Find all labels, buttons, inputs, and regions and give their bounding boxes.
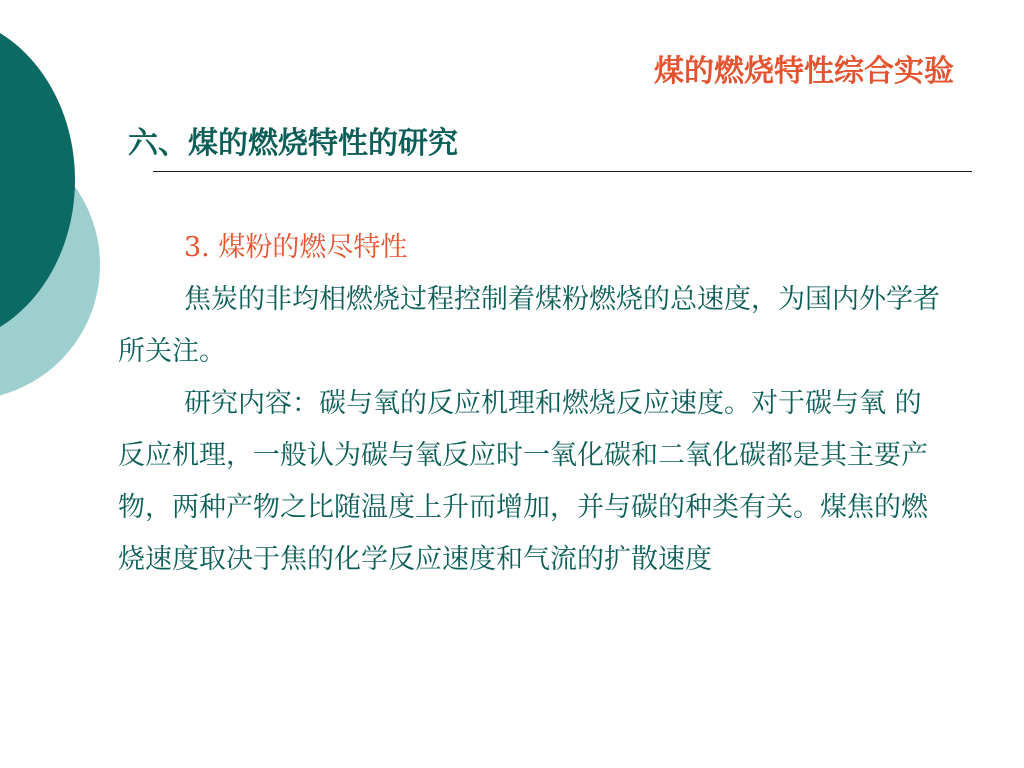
section-heading: 六、煤的燃烧特性的研究 xyxy=(128,126,458,161)
body-paragraph-1: 焦炭的非均相燃烧过程控制着煤粉燃烧的总速度，为国内外学者所关注。 xyxy=(118,284,940,367)
course-title: 煤的燃烧特性综合实验 xyxy=(654,54,954,89)
subsection-heading: 3. 煤粉的燃尽特性 xyxy=(184,232,408,263)
heading-divider xyxy=(153,171,972,172)
body-paragraph-2: 研究内容：碳与氧的反应机理和燃烧反应速度。对于碳与氧 的反应机理，一般认为碳与氧反应时一氧化碳和二氧化碳都是其主要产物，两种产物之比随温度上升而增加，并与碳的种类有关。煤焦的燃烧速度取决于焦的化学反应速度和气流的扩散速度 xyxy=(118,388,928,575)
slide-body xyxy=(118,222,944,586)
